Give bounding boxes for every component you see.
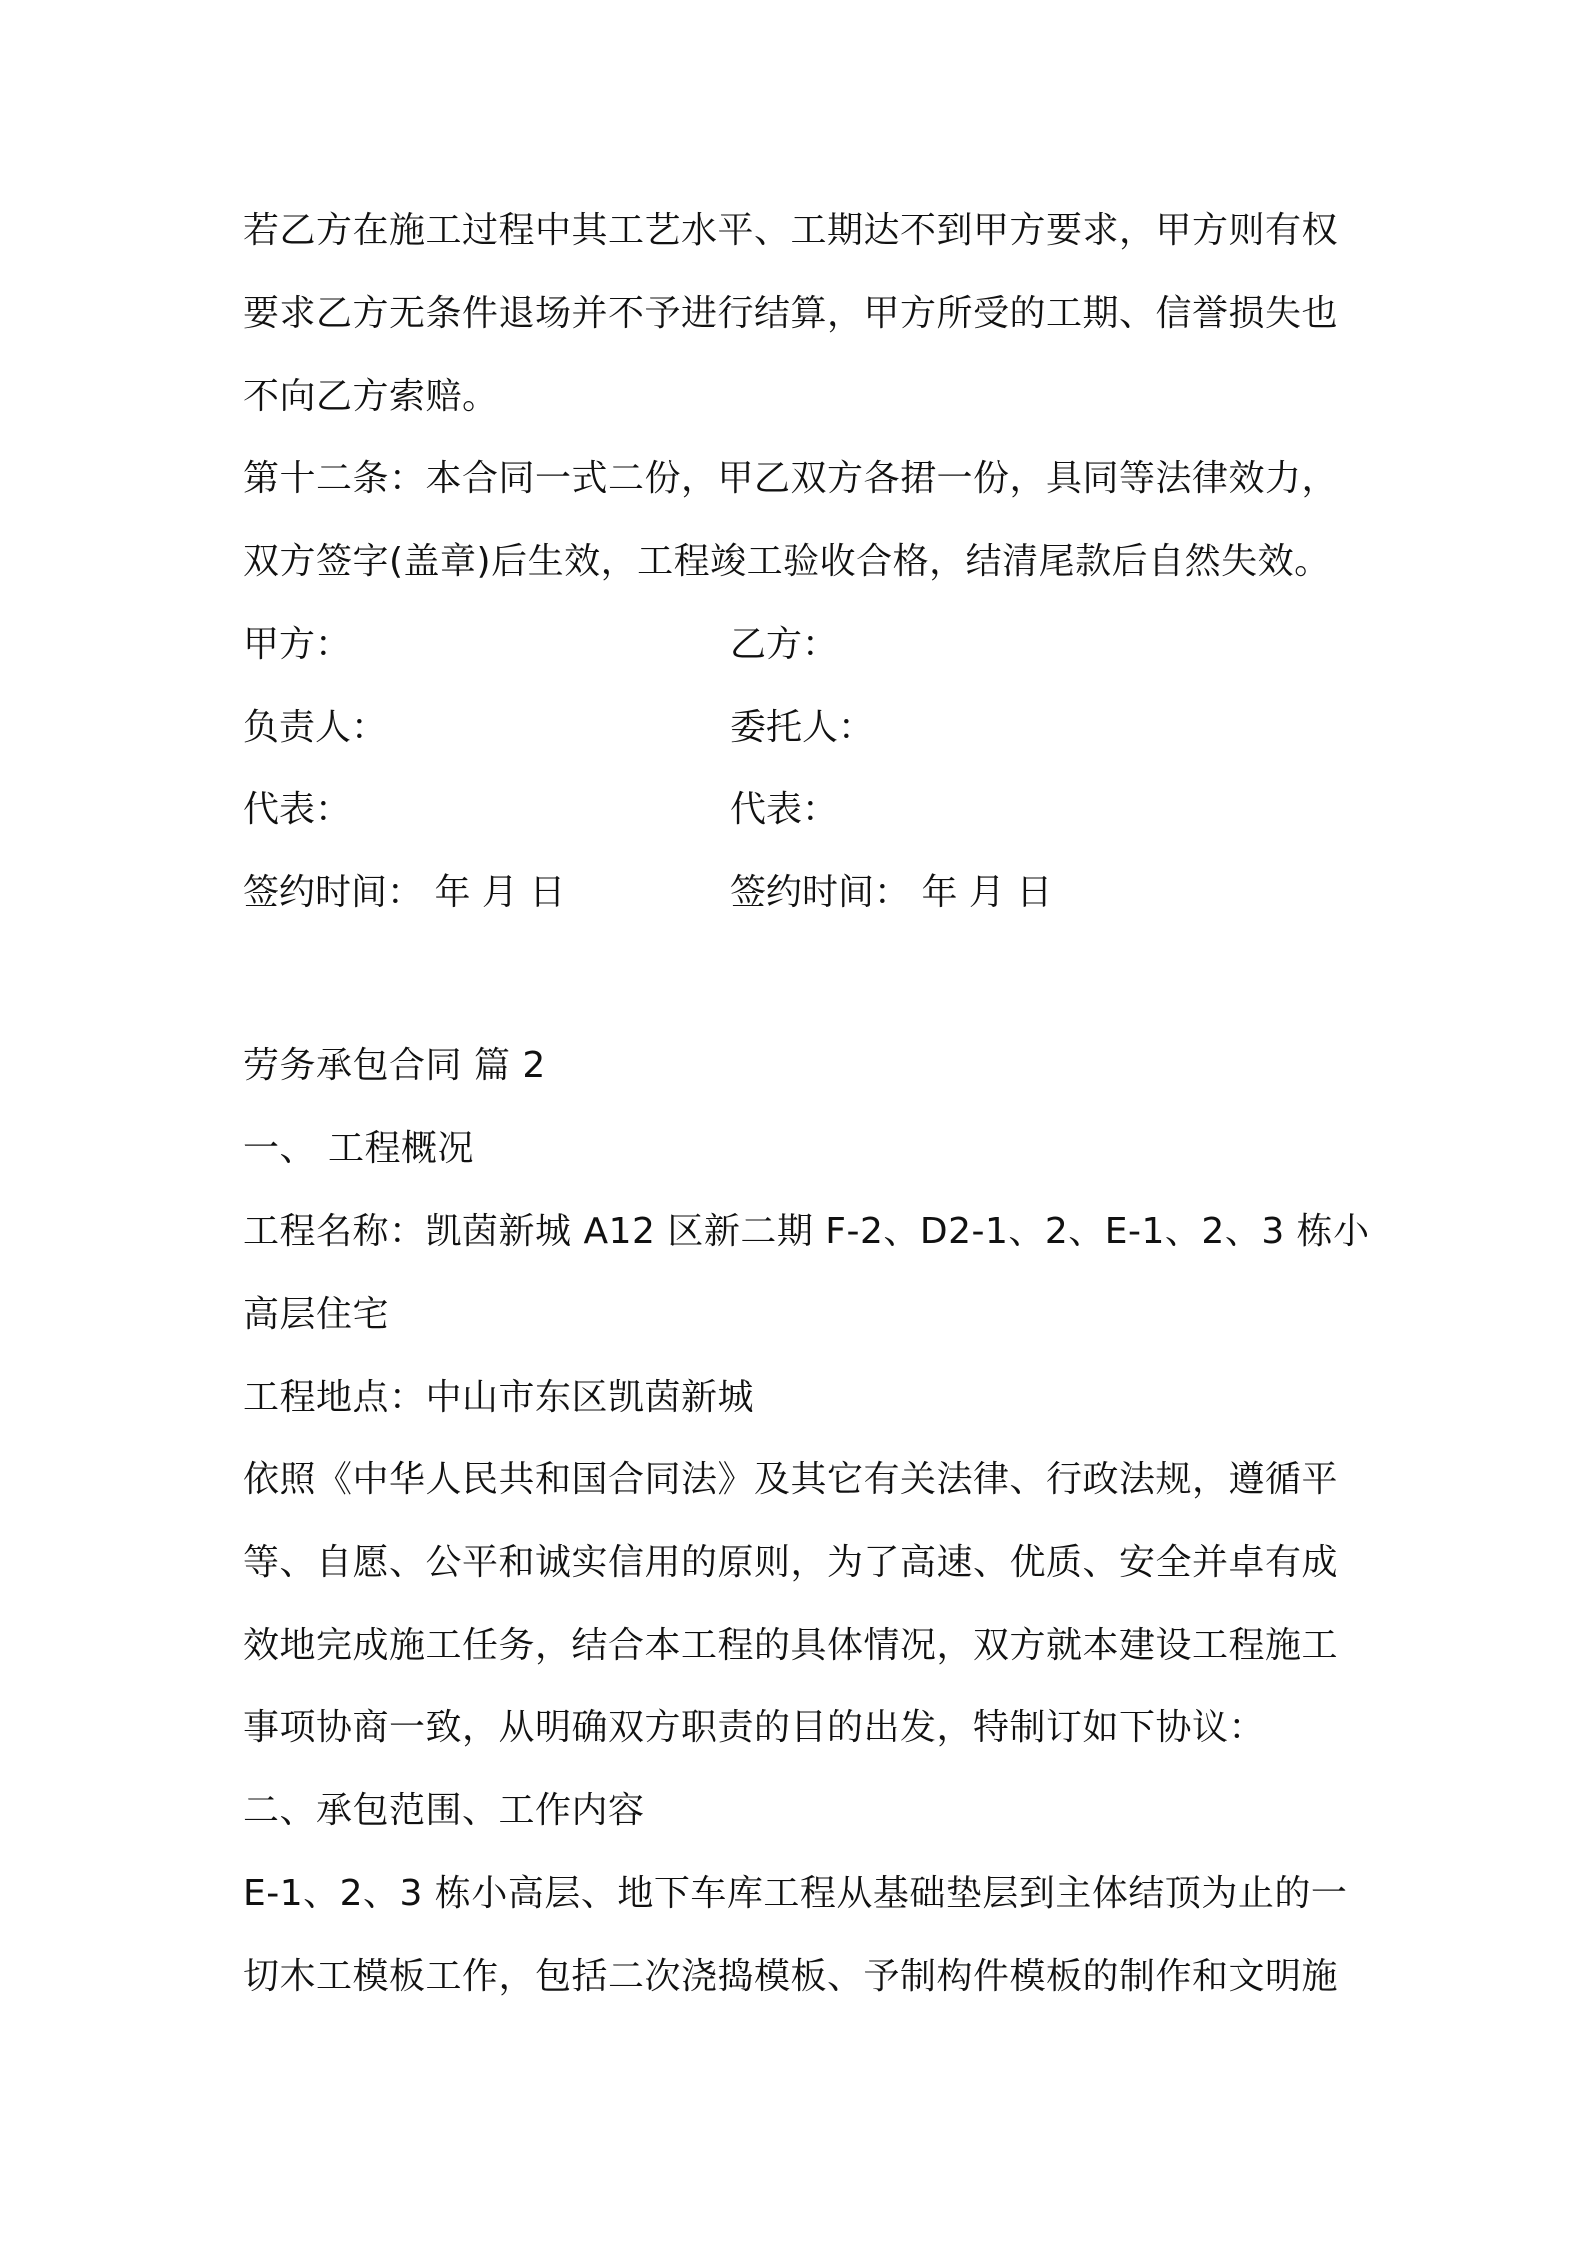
article-12-line: 第十二条：本合同一式二份，甲乙双方各捃一份，具同等法律效力， xyxy=(243,458,1339,499)
preamble-line: 效地完成施工任务，结合本工程的具体情况，双方就本建设工程施工 xyxy=(243,1625,1339,1666)
signature-row-party xyxy=(243,621,1353,669)
preamble-line: 等、自愿、公平和诚实信用的原则，为了高速、优质、安全并卓有成 xyxy=(243,1542,1339,1583)
project-name-line: 高层住宅 xyxy=(243,1294,390,1335)
project-location: 工程地点：中山市东区凯茵新城 xyxy=(243,1377,755,1418)
preamble-line: 事项协商一致，从明确双方职责的目的出发，特制订如下协议： xyxy=(243,1707,1266,1748)
representative-b-label: 代表： xyxy=(730,789,839,830)
entrusted-person-label: 委托人： xyxy=(730,707,875,748)
scope-line: E-1、2、3 栋小高层、地下车库工程从基础垫层到主体结顶为止的一 xyxy=(243,1873,1348,1914)
project-name-line: 工程名称：凯茵新城 A12 区新二期 F-2、D2-1、2、E-1、2、3 栋小 xyxy=(243,1211,1370,1252)
party-a-label: 甲方： xyxy=(243,624,352,665)
clause-text-line: 要求乙方无条件退场并不予进行结算，甲方所受的工期、信誉损失也 xyxy=(243,293,1339,334)
scope-line: 切木工模板工作，包括二次浇捣模板、予制构件模板的制作和文明施 xyxy=(243,1956,1339,1997)
signature-row-date xyxy=(243,869,1353,917)
signature-row-representative xyxy=(243,786,1353,834)
sign-date-a-label: 签约时间： 年 月 日 xyxy=(243,872,566,913)
article-12-line: 双方签字(盖章)后生效，工程竣工验收合格，结清尾款后自然失效。 xyxy=(243,541,1331,582)
representative-a-label: 代表： xyxy=(243,789,352,830)
contract-title: 劳务承包合同 篇 2 xyxy=(243,1045,546,1086)
preamble-line: 依照《中华人民共和国合同法》及其它有关法律、行政法规，遵循平 xyxy=(243,1459,1339,1500)
clause-text-line: 不向乙方索赔。 xyxy=(243,376,499,417)
section-1-heading: 一、 工程概况 xyxy=(243,1128,474,1169)
signature-row-person xyxy=(243,704,1353,752)
responsible-person-label: 负责人： xyxy=(243,707,388,748)
section-2-heading: 二、承包范围、工作内容 xyxy=(243,1790,645,1831)
sign-date-b-label: 签约时间： 年 月 日 xyxy=(730,872,1053,913)
clause-text-line: 若乙方在施工过程中其工艺水平、工期达不到甲方要求，甲方则有权 xyxy=(243,210,1339,251)
party-b-label: 乙方： xyxy=(730,624,839,665)
